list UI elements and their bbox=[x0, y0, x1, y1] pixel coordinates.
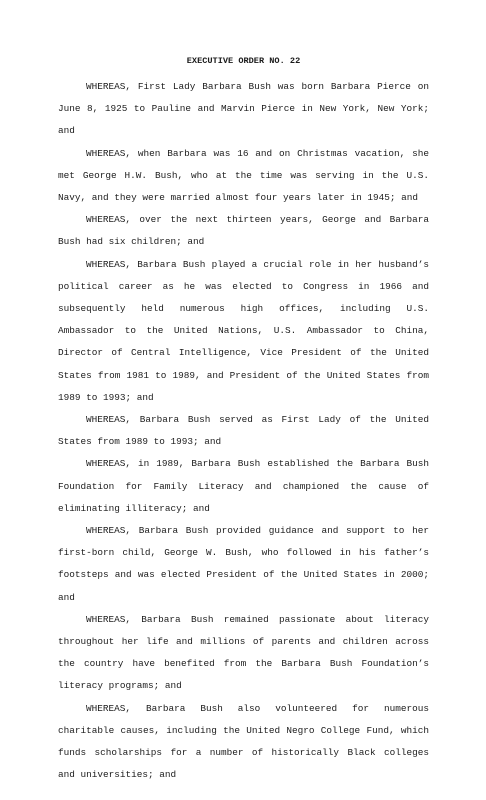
document-title: EXECUTIVE ORDER NO. 22 bbox=[186, 56, 301, 66]
whereas-paragraph-6: WHEREAS, in 1989, Barbara Bush established the Barbara Bush Foundation for Family Literacy and championed the cause of eliminating illiteracy; and bbox=[58, 458, 429, 514]
document-page bbox=[58, 50, 429, 787]
whereas-paragraph-1: WHEREAS, First Lady Barbara Bush was born Barbara Pierce on June 8, 1925 to Pauline and Marvin Pierce in New York, New York; and bbox=[58, 81, 429, 137]
whereas-paragraph-2: WHEREAS, when Barbara was 16 and on Christmas vacation, she met George H.W. Bush, who at the time was serving in the U.S. Navy, and they were married almost four years later in 1945; and bbox=[58, 147, 429, 204]
whereas-paragraph-8: WHEREAS, Barbara Bush remained passionate about literacy throughout her life and millions of parents and children across the country have benefited from the Barbara Bush Foundation’s literacy programs; and bbox=[58, 613, 429, 692]
whereas-paragraph-3: WHEREAS, over the next thirteen years, George and Barbara Bush had six children; and bbox=[58, 214, 429, 248]
whereas-paragraph-5: WHEREAS, Barbara Bush served as First Lady of the United States from 1989 to 1993; and bbox=[58, 414, 429, 448]
whereas-paragraph-7: WHEREAS, Barbara Bush provided guidance and support to her first-born child, George W. Bush, who followed in his father’s footsteps and was elected President of the United States in 2000; and bbox=[58, 525, 429, 603]
whereas-paragraph-4: WHEREAS, Barbara Bush played a crucial role in her husband’s political career as he was elected to Congress in 1966 and subsequently held numerous high offices, including U.S. Ambassador to the United Nations, U.S. Ambassador to China, Director of Central Intelligence, Vice President of the United States from 1981 to 1989, and President of the United States from 1989 to 1993; and bbox=[58, 258, 429, 403]
whereas-paragraph-9: WHEREAS, Barbara Bush also volunteered for numerous charitable causes, including the United Negro College Fund, which funds scholarships for a number of historically Black colleges and universities; and bbox=[58, 702, 429, 781]
